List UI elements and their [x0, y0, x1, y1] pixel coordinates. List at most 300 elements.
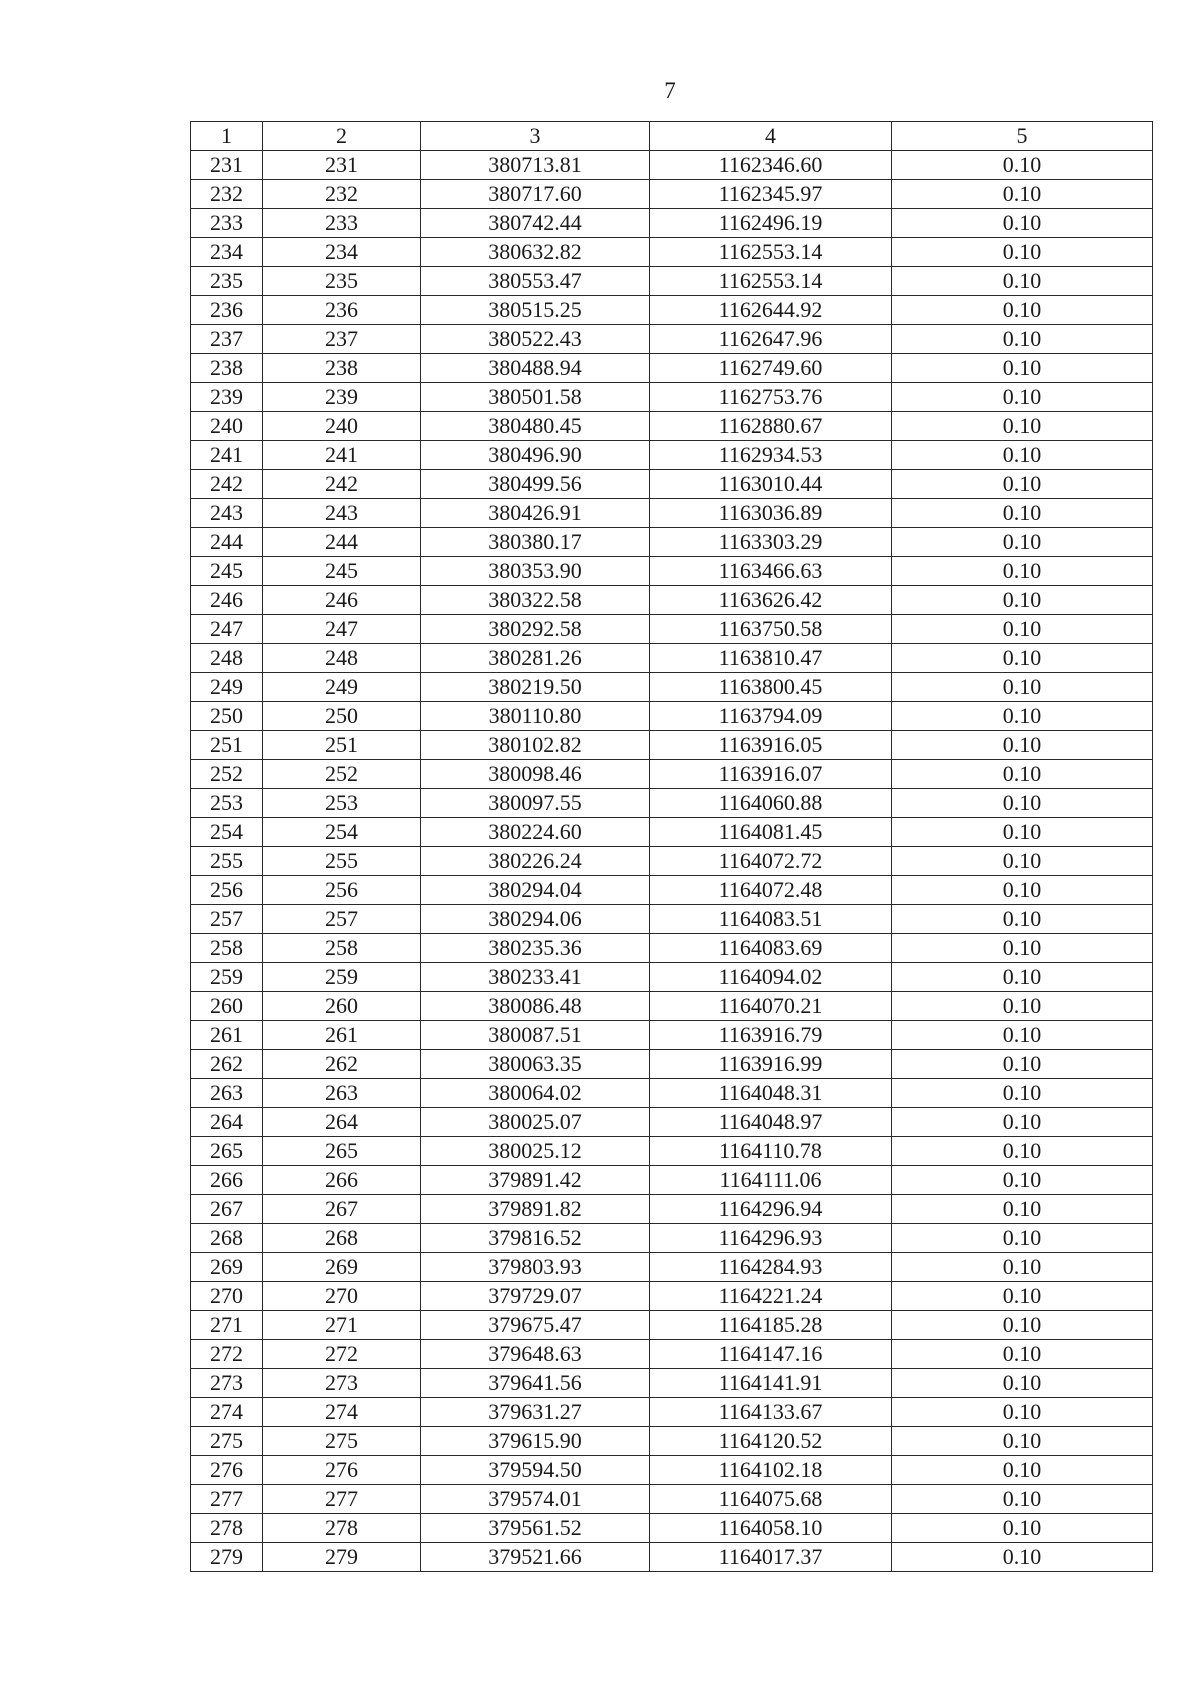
- table-cell-col-1: 237: [191, 325, 263, 354]
- table-cell-col-5: 0.10: [892, 586, 1153, 615]
- table-cell-col-3: 380235.36: [421, 934, 650, 963]
- table-cell-col-2: 250: [263, 702, 421, 731]
- table-cell-col-5: 0.10: [892, 1253, 1153, 1282]
- table-cell-col-4: 1164284.93: [650, 1253, 892, 1282]
- table-cell-col-5: 0.10: [892, 702, 1153, 731]
- table-cell-col-4: 1163800.45: [650, 673, 892, 702]
- table-cell-col-2: 269: [263, 1253, 421, 1282]
- table-cell-col-3: 380025.07: [421, 1108, 650, 1137]
- table-cell-col-2: 243: [263, 499, 421, 528]
- table-cell-col-5: 0.10: [892, 238, 1153, 267]
- table-cell-col-1: 277: [191, 1485, 263, 1514]
- table-row: [191, 151, 1153, 180]
- table-cell-col-3: 380742.44: [421, 209, 650, 238]
- table-cell-col-2: 270: [263, 1282, 421, 1311]
- table-cell-col-4: 1164075.68: [650, 1485, 892, 1514]
- table-cell-col-3: 379641.56: [421, 1369, 650, 1398]
- table-row: [191, 238, 1153, 267]
- table-cell-col-1: 244: [191, 528, 263, 557]
- table-cell-col-4: 1164147.16: [650, 1340, 892, 1369]
- table-cell-col-5: 0.10: [892, 1224, 1153, 1253]
- table-row: [191, 905, 1153, 934]
- table-cell-col-5: 0.10: [892, 1369, 1153, 1398]
- table-row: [191, 1456, 1153, 1485]
- table-cell-col-4: 1164110.78: [650, 1137, 892, 1166]
- table-cell-col-3: 380025.12: [421, 1137, 650, 1166]
- table-cell-col-4: 1163794.09: [650, 702, 892, 731]
- table-cell-col-1: 242: [191, 470, 263, 499]
- table-cell-col-1: 267: [191, 1195, 263, 1224]
- table-cell-col-3: 380522.43: [421, 325, 650, 354]
- table-row: [191, 412, 1153, 441]
- table-cell-col-4: 1164120.52: [650, 1427, 892, 1456]
- table-cell-col-4: 1164111.06: [650, 1166, 892, 1195]
- table-cell-col-1: 262: [191, 1050, 263, 1079]
- table-cell-col-3: 380281.26: [421, 644, 650, 673]
- table-row: [191, 789, 1153, 818]
- table-cell-col-1: 241: [191, 441, 263, 470]
- table-cell-col-4: 1162496.19: [650, 209, 892, 238]
- table-cell-col-3: 380110.80: [421, 702, 650, 731]
- table-cell-col-3: 380322.58: [421, 586, 650, 615]
- table-cell-col-1: 249: [191, 673, 263, 702]
- table-header: [191, 122, 1153, 151]
- table-row: [191, 557, 1153, 586]
- table-row: [191, 992, 1153, 1021]
- table-cell-col-2: 272: [263, 1340, 421, 1369]
- table-cell-col-4: 1164221.24: [650, 1282, 892, 1311]
- table-cell-col-3: 380097.55: [421, 789, 650, 818]
- table-cell-col-3: 380717.60: [421, 180, 650, 209]
- table-cell-col-1: 268: [191, 1224, 263, 1253]
- table-cell-col-4: 1164072.72: [650, 847, 892, 876]
- table-cell-col-4: 1163916.07: [650, 760, 892, 789]
- table-cell-col-4: 1163303.29: [650, 528, 892, 557]
- table-cell-col-2: 249: [263, 673, 421, 702]
- table-cell-col-5: 0.10: [892, 1079, 1153, 1108]
- table-cell-col-1: 250: [191, 702, 263, 731]
- table-cell-col-3: 379729.07: [421, 1282, 650, 1311]
- table-cell-col-3: 380515.25: [421, 296, 650, 325]
- table-cell-col-4: 1163036.89: [650, 499, 892, 528]
- table-cell-col-3: 380087.51: [421, 1021, 650, 1050]
- table-cell-col-1: 275: [191, 1427, 263, 1456]
- table-cell-col-3: 380064.02: [421, 1079, 650, 1108]
- table-cell-col-3: 380353.90: [421, 557, 650, 586]
- table-cell-col-5: 0.10: [892, 1050, 1153, 1079]
- table-cell-col-5: 0.10: [892, 1514, 1153, 1543]
- table-cell-col-2: 238: [263, 354, 421, 383]
- table-cell-col-3: 379594.50: [421, 1456, 650, 1485]
- table-cell-col-5: 0.10: [892, 905, 1153, 934]
- table-cell-col-4: 1164133.67: [650, 1398, 892, 1427]
- table-cell-col-5: 0.10: [892, 1166, 1153, 1195]
- table-cell-col-2: 252: [263, 760, 421, 789]
- table-cell-col-5: 0.10: [892, 296, 1153, 325]
- table-cell-col-4: 1163810.47: [650, 644, 892, 673]
- table-cell-col-3: 380224.60: [421, 818, 650, 847]
- table-row: [191, 528, 1153, 557]
- table-cell-col-5: 0.10: [892, 934, 1153, 963]
- table-cell-col-5: 0.10: [892, 151, 1153, 180]
- table-cell-col-5: 0.10: [892, 1485, 1153, 1514]
- table-cell-col-2: 231: [263, 151, 421, 180]
- table-cell-col-1: 266: [191, 1166, 263, 1195]
- table-cell-col-5: 0.10: [892, 1282, 1153, 1311]
- table-cell-col-2: 242: [263, 470, 421, 499]
- table-cell-col-1: 260: [191, 992, 263, 1021]
- table-cell-col-2: 268: [263, 1224, 421, 1253]
- table-cell-col-4: 1164072.48: [650, 876, 892, 905]
- table-row: [191, 209, 1153, 238]
- table-cell-col-5: 0.10: [892, 354, 1153, 383]
- table-cell-col-1: 232: [191, 180, 263, 209]
- table-row: [191, 180, 1153, 209]
- table-row: [191, 644, 1153, 673]
- table-cell-col-2: 260: [263, 992, 421, 1021]
- table-cell-col-5: 0.10: [892, 1543, 1153, 1572]
- table-cell-col-2: 278: [263, 1514, 421, 1543]
- table-cell-col-4: 1162345.97: [650, 180, 892, 209]
- table-cell-col-5: 0.10: [892, 615, 1153, 644]
- table-cell-col-5: 0.10: [892, 789, 1153, 818]
- table-cell-col-3: 379675.47: [421, 1311, 650, 1340]
- table-cell-col-2: 257: [263, 905, 421, 934]
- table-cell-col-3: 380294.06: [421, 905, 650, 934]
- column-header-2: 2: [263, 122, 421, 151]
- table-cell-col-1: 234: [191, 238, 263, 267]
- table-cell-col-3: 379574.01: [421, 1485, 650, 1514]
- table-row: [191, 1311, 1153, 1340]
- table-cell-col-3: 380499.56: [421, 470, 650, 499]
- table-cell-col-1: 248: [191, 644, 263, 673]
- table-cell-col-1: 279: [191, 1543, 263, 1572]
- table-cell-col-4: 1164296.94: [650, 1195, 892, 1224]
- table-cell-col-5: 0.10: [892, 325, 1153, 354]
- table-cell-col-3: 380086.48: [421, 992, 650, 1021]
- table-cell-col-4: 1164083.69: [650, 934, 892, 963]
- table-cell-col-3: 379648.63: [421, 1340, 650, 1369]
- table-row: [191, 615, 1153, 644]
- table-cell-col-1: 243: [191, 499, 263, 528]
- table-cell-col-5: 0.10: [892, 992, 1153, 1021]
- table-cell-col-4: 1164070.21: [650, 992, 892, 1021]
- table-row: [191, 441, 1153, 470]
- table-cell-col-1: 246: [191, 586, 263, 615]
- table-cell-col-2: 237: [263, 325, 421, 354]
- table-cell-col-2: 241: [263, 441, 421, 470]
- table-cell-col-3: 379631.27: [421, 1398, 650, 1427]
- table-cell-col-2: 236: [263, 296, 421, 325]
- table-cell-col-2: 239: [263, 383, 421, 412]
- table-cell-col-3: 380294.04: [421, 876, 650, 905]
- table-cell-col-3: 380488.94: [421, 354, 650, 383]
- table-cell-col-1: 247: [191, 615, 263, 644]
- table-cell-col-1: 252: [191, 760, 263, 789]
- column-header-1: 1: [191, 122, 263, 151]
- table-cell-col-5: 0.10: [892, 1137, 1153, 1166]
- table-cell-col-5: 0.10: [892, 673, 1153, 702]
- table-cell-col-5: 0.10: [892, 1456, 1153, 1485]
- table-row: [191, 470, 1153, 499]
- table-row: [191, 1021, 1153, 1050]
- table-cell-col-4: 1162753.76: [650, 383, 892, 412]
- table-cell-col-5: 0.10: [892, 847, 1153, 876]
- table-row: [191, 1224, 1153, 1253]
- table-row: [191, 1108, 1153, 1137]
- table-cell-col-1: 261: [191, 1021, 263, 1050]
- table-cell-col-4: 1163466.63: [650, 557, 892, 586]
- table-cell-col-2: 264: [263, 1108, 421, 1137]
- header-row: [191, 122, 1153, 151]
- table-cell-col-5: 0.10: [892, 528, 1153, 557]
- table-cell-col-2: 234: [263, 238, 421, 267]
- table-cell-col-3: 379816.52: [421, 1224, 650, 1253]
- table-cell-col-4: 1164102.18: [650, 1456, 892, 1485]
- table-cell-col-5: 0.10: [892, 1195, 1153, 1224]
- table-cell-col-5: 0.10: [892, 760, 1153, 789]
- table-cell-col-3: 380713.81: [421, 151, 650, 180]
- table-cell-col-2: 251: [263, 731, 421, 760]
- table-cell-col-4: 1162553.14: [650, 238, 892, 267]
- table-cell-col-5: 0.10: [892, 267, 1153, 296]
- table-cell-col-1: 271: [191, 1311, 263, 1340]
- table-cell-col-1: 259: [191, 963, 263, 992]
- table-cell-col-1: 233: [191, 209, 263, 238]
- table-cell-col-4: 1163916.99: [650, 1050, 892, 1079]
- table-cell-col-4: 1163916.05: [650, 731, 892, 760]
- table-cell-col-1: 264: [191, 1108, 263, 1137]
- table-row: [191, 1398, 1153, 1427]
- table-cell-col-5: 0.10: [892, 963, 1153, 992]
- column-header-4: 4: [650, 122, 892, 151]
- table-cell-col-1: 270: [191, 1282, 263, 1311]
- table-cell-col-5: 0.10: [892, 383, 1153, 412]
- table-cell-col-5: 0.10: [892, 1311, 1153, 1340]
- table-cell-col-2: 263: [263, 1079, 421, 1108]
- table-row: [191, 1050, 1153, 1079]
- table-cell-col-3: 379561.52: [421, 1514, 650, 1543]
- table-cell-col-1: 245: [191, 557, 263, 586]
- table-cell-col-4: 1163916.79: [650, 1021, 892, 1050]
- table-cell-col-3: 379891.82: [421, 1195, 650, 1224]
- table-cell-col-3: 380063.35: [421, 1050, 650, 1079]
- table-cell-col-5: 0.10: [892, 1427, 1153, 1456]
- table-cell-col-5: 0.10: [892, 1340, 1153, 1369]
- table-row: [191, 1369, 1153, 1398]
- table-cell-col-2: 255: [263, 847, 421, 876]
- table-cell-col-3: 380553.47: [421, 267, 650, 296]
- table-cell-col-1: 263: [191, 1079, 263, 1108]
- table-cell-col-5: 0.10: [892, 876, 1153, 905]
- table-cell-col-4: 1163750.58: [650, 615, 892, 644]
- table-row: [191, 383, 1153, 412]
- table-cell-col-4: 1164081.45: [650, 818, 892, 847]
- table-row: [191, 1427, 1153, 1456]
- table-row: [191, 1166, 1153, 1195]
- table-row: [191, 586, 1153, 615]
- table-cell-col-5: 0.10: [892, 1398, 1153, 1427]
- table-cell-col-5: 0.10: [892, 644, 1153, 673]
- table-cell-col-5: 0.10: [892, 818, 1153, 847]
- table-cell-col-4: 1164141.91: [650, 1369, 892, 1398]
- table-cell-col-5: 0.10: [892, 180, 1153, 209]
- coordinates-table: [190, 121, 1153, 1572]
- table-cell-col-3: 380426.91: [421, 499, 650, 528]
- table-cell-col-4: 1164094.02: [650, 963, 892, 992]
- table-cell-col-3: 380219.50: [421, 673, 650, 702]
- table-cell-col-2: 248: [263, 644, 421, 673]
- table-cell-col-3: 379615.90: [421, 1427, 650, 1456]
- table-cell-col-4: 1162346.60: [650, 151, 892, 180]
- table-cell-col-5: 0.10: [892, 1021, 1153, 1050]
- table-row: [191, 1079, 1153, 1108]
- table-cell-col-1: 265: [191, 1137, 263, 1166]
- table-cell-col-2: 246: [263, 586, 421, 615]
- table-row: [191, 934, 1153, 963]
- column-header-5: 5: [892, 122, 1153, 151]
- table-cell-col-4: 1162553.14: [650, 267, 892, 296]
- table-cell-col-2: 262: [263, 1050, 421, 1079]
- table-cell-col-1: 278: [191, 1514, 263, 1543]
- table-cell-col-2: 256: [263, 876, 421, 905]
- table-cell-col-1: 256: [191, 876, 263, 905]
- table-cell-col-1: 257: [191, 905, 263, 934]
- table-cell-col-2: 233: [263, 209, 421, 238]
- table-row: [191, 267, 1153, 296]
- table-cell-col-4: 1164083.51: [650, 905, 892, 934]
- table-cell-col-3: 380098.46: [421, 760, 650, 789]
- table-row: [191, 1195, 1153, 1224]
- table-row: [191, 673, 1153, 702]
- table-cell-col-1: 269: [191, 1253, 263, 1282]
- table-cell-col-3: 380102.82: [421, 731, 650, 760]
- table-cell-col-4: 1164058.10: [650, 1514, 892, 1543]
- table-cell-col-3: 380632.82: [421, 238, 650, 267]
- column-header-3: 3: [421, 122, 650, 151]
- table-cell-col-4: 1164185.28: [650, 1311, 892, 1340]
- table-row: [191, 499, 1153, 528]
- page-number: 7: [664, 78, 676, 103]
- table-cell-col-2: 279: [263, 1543, 421, 1572]
- table-cell-col-1: 253: [191, 789, 263, 818]
- table-cell-col-1: 255: [191, 847, 263, 876]
- table-cell-col-4: 1162934.53: [650, 441, 892, 470]
- table-cell-col-1: 254: [191, 818, 263, 847]
- table-cell-col-1: 236: [191, 296, 263, 325]
- table-row: [191, 325, 1153, 354]
- table-cell-col-2: 274: [263, 1398, 421, 1427]
- table-cell-col-3: 380233.41: [421, 963, 650, 992]
- table-cell-col-3: 380292.58: [421, 615, 650, 644]
- table-cell-col-2: 276: [263, 1456, 421, 1485]
- table-cell-col-2: 245: [263, 557, 421, 586]
- table-cell-col-4: 1164048.31: [650, 1079, 892, 1108]
- table-cell-col-2: 258: [263, 934, 421, 963]
- table-cell-col-1: 231: [191, 151, 263, 180]
- table-row: [191, 731, 1153, 760]
- table-row: [191, 1543, 1153, 1572]
- table-row: [191, 1282, 1153, 1311]
- table-cell-col-3: 380496.90: [421, 441, 650, 470]
- table-cell-col-2: 253: [263, 789, 421, 818]
- table-cell-col-2: 267: [263, 1195, 421, 1224]
- table-cell-col-4: 1164060.88: [650, 789, 892, 818]
- table-cell-col-5: 0.10: [892, 1108, 1153, 1137]
- table-row: [191, 1253, 1153, 1282]
- table-row: [191, 1514, 1153, 1543]
- table-cell-col-3: 379521.66: [421, 1543, 650, 1572]
- table-cell-col-4: 1162647.96: [650, 325, 892, 354]
- table-cell-col-1: 276: [191, 1456, 263, 1485]
- table-row: [191, 1485, 1153, 1514]
- table-row: [191, 296, 1153, 325]
- table-cell-col-1: 258: [191, 934, 263, 963]
- table-row: [191, 702, 1153, 731]
- table-cell-col-2: 247: [263, 615, 421, 644]
- table-cell-col-4: 1163010.44: [650, 470, 892, 499]
- table-row: [191, 760, 1153, 789]
- table-cell-col-4: 1164296.93: [650, 1224, 892, 1253]
- table-cell-col-2: 259: [263, 963, 421, 992]
- table-row: [191, 963, 1153, 992]
- table-cell-col-2: 244: [263, 528, 421, 557]
- table-cell-col-2: 277: [263, 1485, 421, 1514]
- table-cell-col-5: 0.10: [892, 470, 1153, 499]
- table-cell-col-3: 380480.45: [421, 412, 650, 441]
- table-cell-col-5: 0.10: [892, 499, 1153, 528]
- table-cell-col-2: 265: [263, 1137, 421, 1166]
- table-cell-col-2: 266: [263, 1166, 421, 1195]
- table-cell-col-3: 380226.24: [421, 847, 650, 876]
- table-row: [191, 1340, 1153, 1369]
- table-cell-col-3: 380501.58: [421, 383, 650, 412]
- table-row: [191, 818, 1153, 847]
- table-cell-col-3: 379803.93: [421, 1253, 650, 1282]
- table-cell-col-5: 0.10: [892, 441, 1153, 470]
- table-cell-col-1: 251: [191, 731, 263, 760]
- table-cell-col-1: 272: [191, 1340, 263, 1369]
- table-cell-col-2: 273: [263, 1369, 421, 1398]
- table-body: [191, 151, 1153, 1572]
- table-row: [191, 847, 1153, 876]
- table-cell-col-3: 379891.42: [421, 1166, 650, 1195]
- table-cell-col-1: 240: [191, 412, 263, 441]
- table-cell-col-5: 0.10: [892, 209, 1153, 238]
- table-cell-col-4: 1162749.60: [650, 354, 892, 383]
- table-cell-col-2: 232: [263, 180, 421, 209]
- table-cell-col-4: 1163626.42: [650, 586, 892, 615]
- table-cell-col-2: 261: [263, 1021, 421, 1050]
- table-cell-col-4: 1162644.92: [650, 296, 892, 325]
- table-cell-col-2: 275: [263, 1427, 421, 1456]
- table-cell-col-3: 380380.17: [421, 528, 650, 557]
- table-cell-col-1: 274: [191, 1398, 263, 1427]
- table-row: [191, 354, 1153, 383]
- table-cell-col-5: 0.10: [892, 557, 1153, 586]
- table-cell-col-2: 254: [263, 818, 421, 847]
- table-cell-col-4: 1164048.97: [650, 1108, 892, 1137]
- table-cell-col-4: 1162880.67: [650, 412, 892, 441]
- table-cell-col-1: 273: [191, 1369, 263, 1398]
- table-cell-col-2: 271: [263, 1311, 421, 1340]
- table-cell-col-5: 0.10: [892, 731, 1153, 760]
- table-cell-col-5: 0.10: [892, 412, 1153, 441]
- table-cell-col-1: 238: [191, 354, 263, 383]
- table-cell-col-4: 1164017.37: [650, 1543, 892, 1572]
- table-cell-col-2: 235: [263, 267, 421, 296]
- table-cell-col-1: 235: [191, 267, 263, 296]
